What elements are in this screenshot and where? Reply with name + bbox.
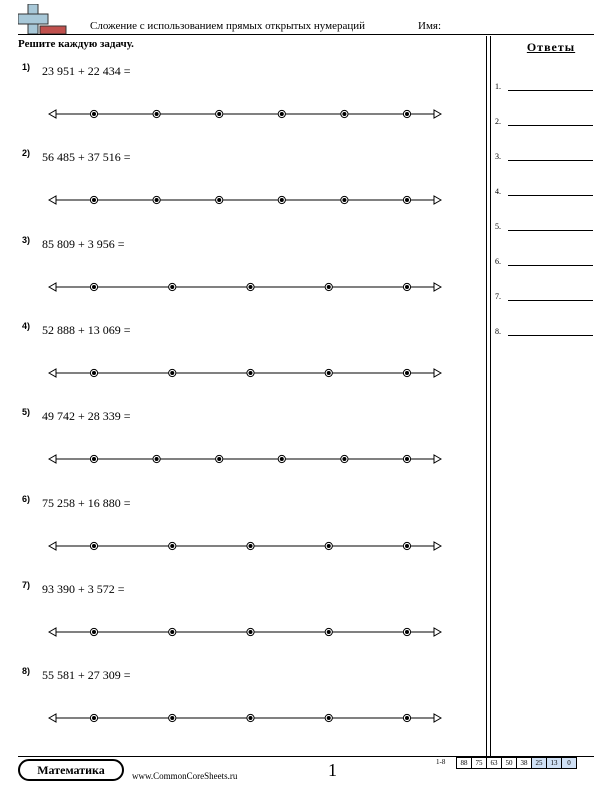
number-line-point-dot [405, 716, 409, 720]
open-number-line[interactable] [48, 366, 442, 380]
problem-number: 8) [22, 666, 31, 677]
score-cell: 63 [487, 758, 502, 769]
answer-number: 6. [495, 257, 501, 266]
number-line-point-dot [327, 716, 331, 720]
problem-number: 3) [22, 234, 31, 245]
answer-number: 3. [495, 152, 501, 161]
right-arrow-icon [434, 542, 441, 550]
column-divider [490, 36, 491, 756]
open-number-line[interactable] [48, 711, 442, 725]
problem-expression: 55 581 + 27 309 = [42, 668, 131, 683]
number-line-point-dot [327, 371, 331, 375]
number-line-point-dot [249, 716, 253, 720]
worksheet-title: Сложение с использованием прямых открытых нумераций [90, 20, 366, 32]
number-line-point-dot [92, 112, 96, 116]
score-cell: 38 [517, 758, 532, 769]
score-cell: 13 [547, 758, 562, 769]
number-line-point-dot [92, 630, 96, 634]
answer-number: 2. [495, 117, 501, 126]
number-line-point-dot [155, 112, 159, 116]
answer-line[interactable] [508, 90, 593, 91]
number-line-point-dot [249, 544, 253, 548]
column-divider [486, 36, 487, 756]
score-cell: 75 [472, 758, 487, 769]
number-line-point-dot [405, 457, 409, 461]
number-line-point-dot [249, 285, 253, 289]
number-line-point-dot [405, 371, 409, 375]
answer-line[interactable] [508, 335, 593, 336]
number-line-point-dot [170, 285, 174, 289]
problem-number: 7) [22, 579, 31, 590]
right-arrow-icon [434, 196, 441, 204]
number-line-point-dot [405, 544, 409, 548]
number-line-point-dot [342, 112, 346, 116]
left-arrow-icon [49, 628, 56, 636]
number-line-point-dot [92, 285, 96, 289]
problem-number: 5) [22, 407, 31, 418]
number-line-point-dot [217, 112, 221, 116]
number-line-point-dot [170, 716, 174, 720]
answer-line[interactable] [508, 265, 593, 266]
number-line-point-dot [92, 457, 96, 461]
answer-line[interactable] [508, 300, 593, 301]
problem-expression: 93 390 + 3 572 = [42, 581, 125, 596]
open-number-line[interactable] [48, 452, 442, 466]
number-line-point-dot [249, 371, 253, 375]
site-url: www.CommonCoreSheets.ru [132, 771, 238, 781]
number-line-point-dot [92, 544, 96, 548]
number-line-point-dot [280, 198, 284, 202]
number-line-point-dot [405, 198, 409, 202]
left-arrow-icon [49, 714, 56, 722]
left-arrow-icon [49, 283, 56, 291]
open-number-line[interactable] [48, 280, 442, 294]
header-rule [18, 34, 594, 35]
problem-expression: 75 258 + 16 880 = [42, 495, 131, 510]
problem-number: 1) [22, 62, 31, 72]
answer-line[interactable] [508, 230, 593, 231]
score-cell: 50 [502, 758, 517, 769]
answers-title: Ответы [526, 40, 576, 54]
page-number: 1 [328, 760, 337, 780]
problem-expression: 56 485 + 37 516 = [42, 150, 131, 165]
score-cell: 25 [532, 758, 547, 769]
brand-badge: Математика [18, 759, 124, 781]
open-number-line[interactable] [48, 107, 442, 121]
open-number-line[interactable] [48, 193, 442, 207]
open-number-line[interactable] [48, 625, 442, 639]
left-arrow-icon [49, 110, 56, 118]
number-line-point-dot [342, 457, 346, 461]
number-line-point-dot [92, 198, 96, 202]
answer-number: 1. [495, 82, 501, 91]
problem-expression: 52 888 + 13 069 = [42, 322, 131, 337]
answer-line[interactable] [508, 125, 593, 126]
number-line-point-dot [342, 198, 346, 202]
number-line-point-dot [405, 285, 409, 289]
answer-number: 8. [495, 327, 501, 336]
problem-expression: 85 809 + 3 956 = [42, 236, 125, 251]
right-arrow-icon [434, 369, 441, 377]
open-number-line[interactable] [48, 539, 442, 553]
name-label: Имя: [418, 20, 442, 32]
problem-expression: 49 742 + 28 339 = [42, 409, 131, 424]
problem-expression: 23 951 + 22 434 = [42, 64, 131, 78]
number-line-point-dot [170, 371, 174, 375]
number-line-point-dot [155, 457, 159, 461]
left-arrow-icon [49, 369, 56, 377]
right-arrow-icon [434, 110, 441, 118]
right-arrow-icon [434, 283, 441, 291]
score-cell: 88 [457, 758, 472, 769]
answer-line[interactable] [508, 160, 593, 161]
left-arrow-icon [49, 455, 56, 463]
number-line-point-dot [405, 630, 409, 634]
number-line-point-dot [327, 630, 331, 634]
number-line-point-dot [327, 544, 331, 548]
number-line-point-dot [217, 457, 221, 461]
number-line-point-dot [280, 457, 284, 461]
score-table [456, 757, 577, 769]
right-arrow-icon [434, 628, 441, 636]
number-line-point-dot [92, 371, 96, 375]
number-line-point-dot [92, 716, 96, 720]
instructions: Решите каждую задачу. [18, 38, 134, 50]
problem-number: 6) [22, 493, 31, 504]
number-line-point-dot [405, 112, 409, 116]
number-line-point-dot [155, 198, 159, 202]
score-cell: 0 [562, 758, 577, 769]
number-line-point-dot [170, 544, 174, 548]
problem-number: 4) [22, 320, 31, 331]
right-arrow-icon [434, 455, 441, 463]
number-line-point-dot [280, 112, 284, 116]
left-arrow-icon [49, 196, 56, 204]
score-range-label: 1-8 [436, 758, 446, 766]
answer-line[interactable] [508, 195, 593, 196]
plus-logo-icon [18, 4, 68, 36]
answer-number: 5. [495, 222, 501, 231]
number-line-point-dot [217, 198, 221, 202]
number-line-point-dot [249, 630, 253, 634]
problem-number: 2) [22, 148, 31, 159]
answer-number: 7. [495, 292, 501, 301]
number-line-point-dot [170, 630, 174, 634]
right-arrow-icon [434, 714, 441, 722]
number-line-point-dot [327, 285, 331, 289]
left-arrow-icon [49, 542, 56, 550]
answer-number: 4. [495, 187, 501, 196]
